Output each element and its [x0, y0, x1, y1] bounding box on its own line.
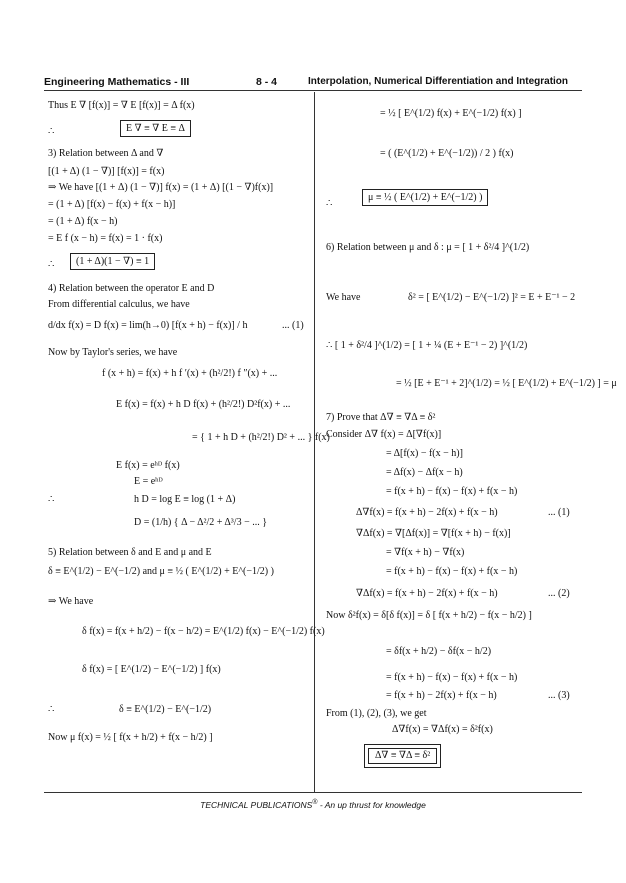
left-column-line: ∴ — [48, 704, 55, 715]
left-column-line: δ f(x) = f(x + h/2) − f(x − h/2) = E^(1/2) f(x) − E^(−1/2) f(x) — [82, 626, 325, 637]
left-column-line: 3) Relation between Δ and ∇ — [48, 148, 164, 159]
left-column-line: = E f (x − h) = f(x) = 1 · f(x) — [48, 233, 163, 244]
right-column-line: = Δ[f(x) − f(x − h)] — [386, 448, 463, 459]
right-column-line: = ( (E^(1/2) + E^(−1/2)) / 2 ) f(x) — [380, 148, 514, 159]
left-column-line: Thus E ∇ [f(x)] = ∇ E [f(x)] = Δ f(x) — [48, 100, 195, 111]
left-column-line: f (x + h) = f(x) + h f ′(x) + (h²/2!) f ″(x) + ... — [102, 368, 278, 379]
left-column-line: δ f(x) = [ E^(1/2) − E^(−1/2) ] f(x) — [82, 664, 221, 675]
right-column-line: = f(x + h) − f(x) − f(x) + f(x − h) — [386, 566, 518, 577]
right-column-line: 6) Relation between μ and δ : μ = [ 1 + δ²/4 ]^(1/2) — [326, 242, 530, 253]
left-column-line: = (1 + Δ) [f(x) − f(x) + f(x − h)] — [48, 199, 176, 210]
page-number: 8 - 4 — [256, 76, 278, 88]
right-column-line: = ∇f(x + h) − ∇f(x) — [386, 547, 465, 558]
left-column-line: ⇒ We have — [48, 596, 94, 607]
left-column-line: Now μ f(x) = ½ [ f(x + h/2) + f(x − h/2) ] — [48, 732, 213, 743]
left-column-line: E f(x) = f(x) + h D f(x) + (h²/2!) D²f(x) + ... — [116, 399, 291, 410]
right-column-line: = ½ [E + E⁻¹ + 2]^(1/2) = ½ [ E^(1/2) + E^(−1/2) ] = μ — [396, 378, 617, 389]
left-column-line: 5) Relation between δ and E and μ and E — [48, 547, 212, 558]
right-column-line: 7) Prove that Δ∇ ≡ ∇Δ ≡ δ² — [326, 412, 436, 423]
left-column-line: From differential calculus, we have — [48, 299, 190, 310]
right-column-line: Consider Δ∇ f(x) = Δ[∇f(x)] — [326, 429, 442, 440]
right-column-line: We have — [326, 292, 361, 303]
right-column-line: Now δ²f(x) = δ[δ f(x)] = δ [ f(x + h/2) − f(x − h/2) ] — [326, 610, 532, 621]
right-column-line: ∴ — [326, 198, 333, 209]
left-column-line: ∴ — [48, 494, 55, 505]
right-column-line: ... (3) — [548, 690, 570, 701]
left-column-line: D = (1/h) { Δ − Δ²/2 + Δ³/3 − ... } — [134, 517, 268, 528]
right-column-line: = f(x + h) − f(x) − f(x) + f(x − h) — [386, 672, 518, 683]
right-column-line: μ ≡ ½ ( E^(1/2) + E^(−1/2) ) — [362, 192, 488, 204]
footer — [0, 799, 626, 810]
left-column-line: h D = log E ≡ log (1 + Δ) — [134, 494, 236, 505]
left-column-line: E ∇ ≡ ∇ E ≡ Δ — [120, 123, 191, 135]
right-column-line: ∇Δf(x) = f(x + h) − 2f(x) + f(x − h) — [356, 588, 498, 599]
left-column-line: δ ≡ E^(1/2) − E^(−1/2) — [119, 704, 212, 715]
footer-rule — [44, 792, 582, 793]
left-column-line: ∴ — [48, 259, 55, 270]
left-column-line: 4) Relation between the operator E and D — [48, 283, 215, 294]
left-column-line: ∴ — [48, 126, 55, 137]
left-column-line: (1 + Δ)(1 − ∇) ≡ 1 — [70, 256, 155, 268]
left-column-line: = (1 + Δ) f(x − h) — [48, 216, 118, 227]
left-column-line: ... (1) — [282, 320, 304, 331]
right-column-line: δ² = [ E^(1/2) − E^(−1/2) ]² = E + E⁻¹ − 2 — [408, 292, 576, 303]
left-column-line: Now by Taylor's series, we have — [48, 347, 178, 358]
right-column-line: = ½ [ E^(1/2) f(x) + E^(−1/2) f(x) ] — [380, 108, 522, 119]
left-column-line: [(1 + Δ) (1 − ∇)] [f(x)] = f(x) — [48, 166, 165, 177]
right-column-line: ... (2) — [548, 588, 570, 599]
left-column-line: E = eʰᴰ — [134, 476, 163, 487]
right-column-line: Δ∇f(x) = f(x + h) − 2f(x) + f(x − h) — [356, 507, 498, 518]
header-rule — [44, 90, 582, 91]
right-column-line: Δ∇ ≡ ∇Δ ≡ δ² — [364, 744, 441, 768]
left-column-line: ⇒ We have [(1 + Δ) (1 − ∇)] f(x) = (1 + Δ) [(1 − ∇)f(x)] — [48, 182, 274, 193]
running-header-right: Interpolation, Numerical Differentiation and Integration — [308, 76, 569, 87]
right-column-line: = Δf(x) − Δf(x − h) — [386, 467, 463, 478]
left-column-line: = { 1 + h D + (h²/2!) D² + ... } f(x) — [192, 432, 330, 443]
right-column-line: From (1), (2), (3), we get — [326, 708, 427, 719]
left-column-line: δ ≡ E^(1/2) − E^(−1/2) and μ ≡ ½ ( E^(1/2) + E^(−1/2) ) — [48, 566, 274, 577]
footer-tagline: - An up thrust for knowledge — [317, 799, 426, 810]
right-column-line: Δ∇f(x) = ∇Δf(x) = δ²f(x) — [392, 724, 493, 735]
right-column-line: ∇Δf(x) = ∇[Δf(x)] = ∇[f(x + h) − f(x)] — [356, 528, 511, 539]
running-header-left: Engineering Mathematics - III — [44, 76, 190, 88]
left-column-line: E f(x) = eʰᴰ f(x) — [116, 460, 180, 471]
right-column-line: ∴ [ 1 + δ²/4 ]^(1/2) = [ 1 + ¼ (E + E⁻¹ − 2) ]^(1/2) — [326, 340, 528, 351]
right-column-line: ... (1) — [548, 507, 570, 518]
right-column-line: = f(x + h) − 2f(x) + f(x − h) — [386, 690, 497, 701]
left-column-line: d/dx f(x) = D f(x) = lim(h→0) [f(x + h) − f(x)] / h — [48, 320, 248, 331]
footer-publisher: TECHNICAL PUBLICATIONS — [200, 799, 313, 810]
registered-mark: ® — [312, 799, 318, 806]
right-column-line: = f(x + h) − f(x) − f(x) + f(x − h) — [386, 486, 518, 497]
right-column-line: = δf(x + h/2) − δf(x − h/2) — [386, 646, 492, 657]
